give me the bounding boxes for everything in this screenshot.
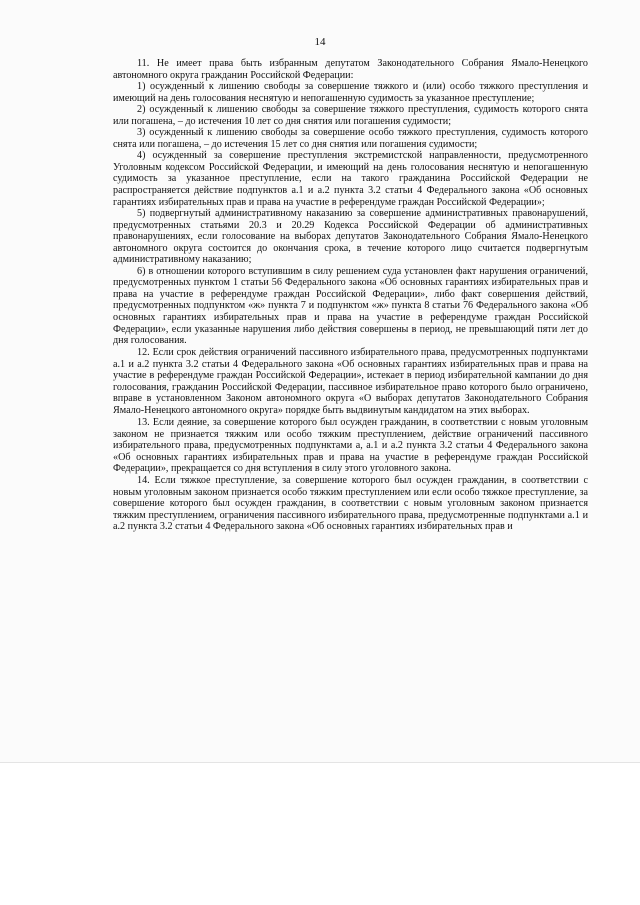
subitem-6: 6) в отношении которого вступившим в силу решением суда установлен факт нарушения ограничений, предусмотренных пунктом 1 статьи 56 Федерального закона «Об основных гарантиях избирательных прав и права на участие в референдуме граждан Российской Федерации», либо факт совершения действий, предусмотренных подпунктом «ж» пункта 7 и подпунктом «ж» пункта 8 статьи 76 Федерального закона «Об основных гарантиях избирательных прав и права на участие в референдуме граждан Российской Федерации», если указанные нарушения либо действия совершены в период, не превышающий пяти лет до дня голосования.: [113, 265, 588, 347]
subitem-3: 3) осужденный к лишению свободы за совершение особо тяжкого преступления, судимость которого снята или погашена, – до истечения 15 лет со дня снятия или погашения судимости;: [113, 127, 588, 150]
document-body: [113, 58, 588, 533]
subitem-4: 4) осужденный за совершение преступления экстремистской направленности, предусмотренного Уголовным кодексом Российской Федерации, и имеющий на день голосования неснятую и непогашенную судимость за указанное преступление, если на такого гражданина Российской Федерации не распространяется действие подпунктов а.1 и а.2 пункта 3.2 статьи 4 Федерального закона «Об основных гарантиях избирательных прав и права на участие в референдуме граждан Российской Федерации»;: [113, 150, 588, 208]
paragraph-14: 14. Если тяжкое преступление, за совершение которого был осужден гражданин, в соответствии с новым уголовным законом признается особо тяжким преступлением или если особо тяжкое преступление, за совершение которого был осужден гражданин, в соответствии с новым уголовным законом признается тяжким преступлением, ограничения пассивного избирательного права, предусмотренные подпунктами а.1 и а.2 пункта 3.2 статьи 4 Федерального закона «Об основных гарантиях избирательных прав и: [113, 475, 588, 533]
paragraph-11: 11. Не имеет права быть избранным депутатом Законодательного Собрания Ямало-Ненецкого автономного округа гражданин Российской Федерации:: [113, 58, 588, 81]
subitem-2: 2) осужденный к лишению свободы за совершение тяжкого преступления, судимость которого снята или погашена, – до истечения 10 лет со дня снятия или погашения судимости;: [113, 104, 588, 127]
page-bottom-edge: [0, 762, 640, 763]
paragraph-12: 12. Если срок действия ограничений пассивного избирательного права, предусмотренных подпунктами а.1 и а.2 пункта 3.2 статьи 4 Федерального закона «Об основных гарантиях избирательных прав и права на участие в референдуме граждан Российской Федерации», истекает в период избирательной кампании до дня голосования, гражданин Российской Федерации, пассивное избирательное право которого было ограничено, вправе в установленном Законом автономного округа «О выборах депутатов Законодательного Собрания Ямало-Ненецкого автономного округа» порядке быть выдвинутым кандидатом на этих выборах.: [113, 347, 588, 416]
paragraph-13: 13. Если деяние, за совершение которого был осужден гражданин, в соответствии с новым уголовным законом не признается тяжким или особо тяжким преступлением, действие ограничений пассивного избирательного права, предусмотренных подпунктами а, а.1 и а.2 пункта 3.2 статьи 4 Федерального закона «Об основных гарантиях избирательных прав и права на участие в референдуме граждан Российской Федерации», прекращается со дня вступления в силу этого уголовного закона.: [113, 416, 588, 475]
subitem-1: 1) осужденный к лишению свободы за совершение тяжкого и (или) особо тяжкого преступления и имеющий на день голосования неснятую и непогашенную судимость за указанное преступление;: [113, 81, 588, 104]
page-number: 14: [314, 36, 326, 48]
subitem-5: 5) подвергнутый административному наказанию за совершение административных правонарушений, предусмотренных статьями 20.3 и 20.29 Кодекса Российской Федерации об административных правонарушениях, если голосование на выборах депутатов Законодательного Собрания Ямало-Ненецкого автономного округа состоится до окончания срока, в течение которого лицо считается подвергнутым административному наказанию;: [113, 208, 588, 266]
